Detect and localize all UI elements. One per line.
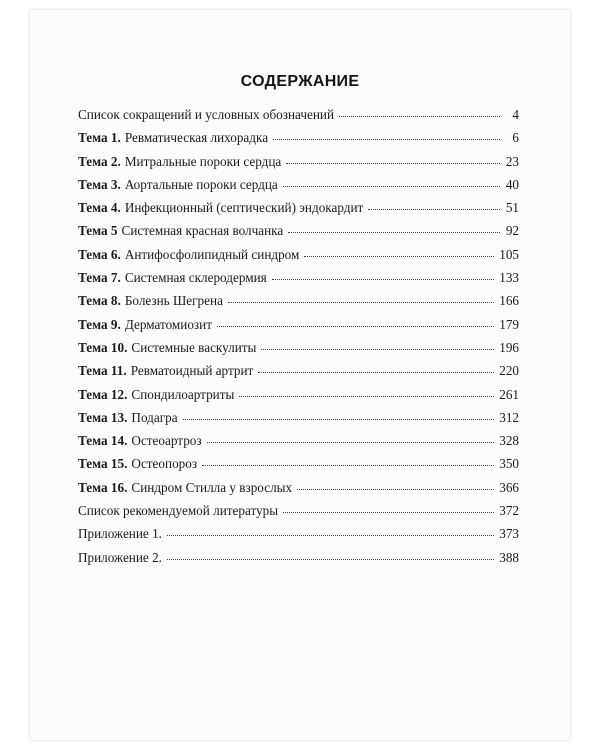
dot-leader — [288, 232, 500, 233]
dot-leader — [283, 186, 500, 187]
toc-entry — [78, 154, 519, 177]
page-title: СОДЕРЖАНИЕ — [240, 73, 360, 90]
toc-entry-label: Тема 1. — [78, 130, 121, 146]
toc-entry-page: 373 — [499, 526, 519, 542]
toc-entry-label: Тема 11. — [78, 363, 127, 379]
dot-leader — [239, 396, 494, 397]
book-page — [30, 10, 570, 740]
toc-entry — [78, 247, 519, 270]
toc-entry-page: 220 — [499, 363, 519, 379]
toc-entry-title: Ревматическая лихорадка — [124, 130, 269, 146]
toc-entry-label: Тема 10. — [78, 339, 128, 355]
toc-entry — [78, 130, 519, 153]
toc-entry-page: 92 — [505, 223, 519, 239]
dot-leader — [339, 116, 500, 117]
toc-entry-title: Список сокращений и условных обозначений — [78, 107, 334, 122]
toc-entry-page: 23 — [505, 153, 519, 169]
toc-entry — [78, 526, 519, 549]
dot-leader — [167, 559, 494, 560]
toc-entry-title: Дерматомиозит — [124, 316, 212, 332]
dot-leader — [167, 535, 494, 536]
dot-leader — [283, 512, 494, 513]
toc-entry-page: 6 — [512, 130, 519, 146]
toc-entry — [78, 223, 519, 246]
toc-entry-title: Аортальные пороки сердца — [124, 176, 278, 192]
toc-entry-title: Системная красная волчанка — [121, 223, 284, 239]
toc-entry-title: Остеопороз — [131, 456, 198, 472]
dot-leader — [273, 139, 500, 140]
toc-entry — [78, 503, 519, 526]
toc-entry-label: Тема 6. — [78, 246, 121, 262]
toc-entry-page: 328 — [499, 433, 519, 449]
table-of-contents — [78, 107, 519, 573]
toc-entry-title: Остеоартроз — [131, 433, 202, 449]
toc-entry-page: 105 — [499, 246, 519, 262]
dot-leader — [258, 372, 494, 373]
toc-entry-page: 179 — [499, 316, 519, 332]
toc-entry-title: Ревматоидный артрит — [130, 363, 254, 379]
toc-entry — [78, 363, 519, 386]
toc-entry — [78, 456, 519, 479]
dot-leader — [297, 489, 494, 490]
toc-entry — [78, 200, 519, 223]
toc-entry — [78, 550, 519, 573]
toc-entry-label: Тема 3. — [78, 176, 121, 192]
dot-leader — [228, 302, 494, 303]
toc-entry-page: 350 — [499, 456, 519, 472]
toc-entry-title: Системная склеродермия — [124, 270, 267, 286]
toc-entry-page: 372 — [499, 503, 519, 519]
dot-leader — [286, 163, 500, 164]
toc-entry-title: Инфекционный (септический) эндокардит — [124, 200, 364, 216]
toc-entry-title: Антифосфолипидный синдром — [124, 246, 300, 262]
toc-entry — [78, 387, 519, 410]
toc-entry-page: 261 — [499, 386, 519, 402]
dot-leader — [202, 465, 494, 466]
toc-entry-title: Приложение 2. — [78, 549, 162, 565]
toc-entry-label: Тема 15. — [78, 456, 128, 472]
toc-entry — [78, 317, 519, 340]
toc-entry-label: Тема 13. — [78, 409, 128, 425]
toc-entry-title: Подагра — [131, 409, 178, 425]
toc-entry-page: 196 — [499, 339, 519, 355]
toc-entry-label: Тема 12. — [78, 386, 128, 402]
dot-leader — [217, 326, 494, 327]
toc-entry-page: 133 — [499, 270, 519, 286]
toc-entry-label: Тема 16. — [78, 479, 128, 495]
dot-leader — [368, 209, 500, 210]
toc-entry-title: Болезнь Шегрена — [124, 293, 223, 309]
toc-entry — [78, 410, 519, 433]
dot-leader — [261, 349, 494, 350]
toc-entry-title: Приложение 1. — [78, 526, 162, 542]
dot-leader — [272, 279, 495, 280]
toc-entry — [78, 480, 519, 503]
toc-entry-label: Тема 14. — [78, 433, 128, 449]
toc-entry-page: 366 — [499, 479, 519, 495]
toc-entry-label: Тема 9. — [78, 316, 121, 332]
toc-entry-title: Список рекомендуемой литературы — [78, 503, 279, 519]
toc-entry-title: Спондилоартриты — [131, 386, 235, 402]
toc-entry-page: 388 — [499, 549, 519, 565]
toc-entry-page: 40 — [505, 176, 519, 192]
toc-entry-label: Тема 5 — [78, 223, 118, 239]
toc-entry-label: Тема 4. — [78, 200, 121, 216]
toc-entry-label: Тема 8. — [78, 293, 121, 309]
toc-entry-page: 312 — [499, 409, 519, 425]
toc-entry-title: Митральные пороки сердца — [124, 153, 282, 169]
toc-entry — [78, 293, 519, 316]
dot-leader — [183, 419, 495, 420]
toc-entry — [78, 433, 519, 456]
toc-entry-title: Синдром Стилла у взрослых — [131, 479, 293, 495]
toc-entry-label: Тема 2. — [78, 153, 121, 169]
toc-entry-page: 51 — [505, 200, 519, 216]
toc-entry — [78, 270, 519, 293]
dot-leader — [304, 256, 494, 257]
toc-entry-label: Тема 7. — [78, 270, 121, 286]
toc-entry — [78, 177, 519, 200]
toc-entry-page: 166 — [499, 293, 519, 309]
toc-entry-page: 4 — [512, 107, 519, 122]
toc-entry — [78, 340, 519, 363]
dot-leader — [207, 442, 495, 443]
toc-entry — [78, 107, 519, 130]
toc-entry-title: Системные васкулиты — [131, 339, 257, 355]
